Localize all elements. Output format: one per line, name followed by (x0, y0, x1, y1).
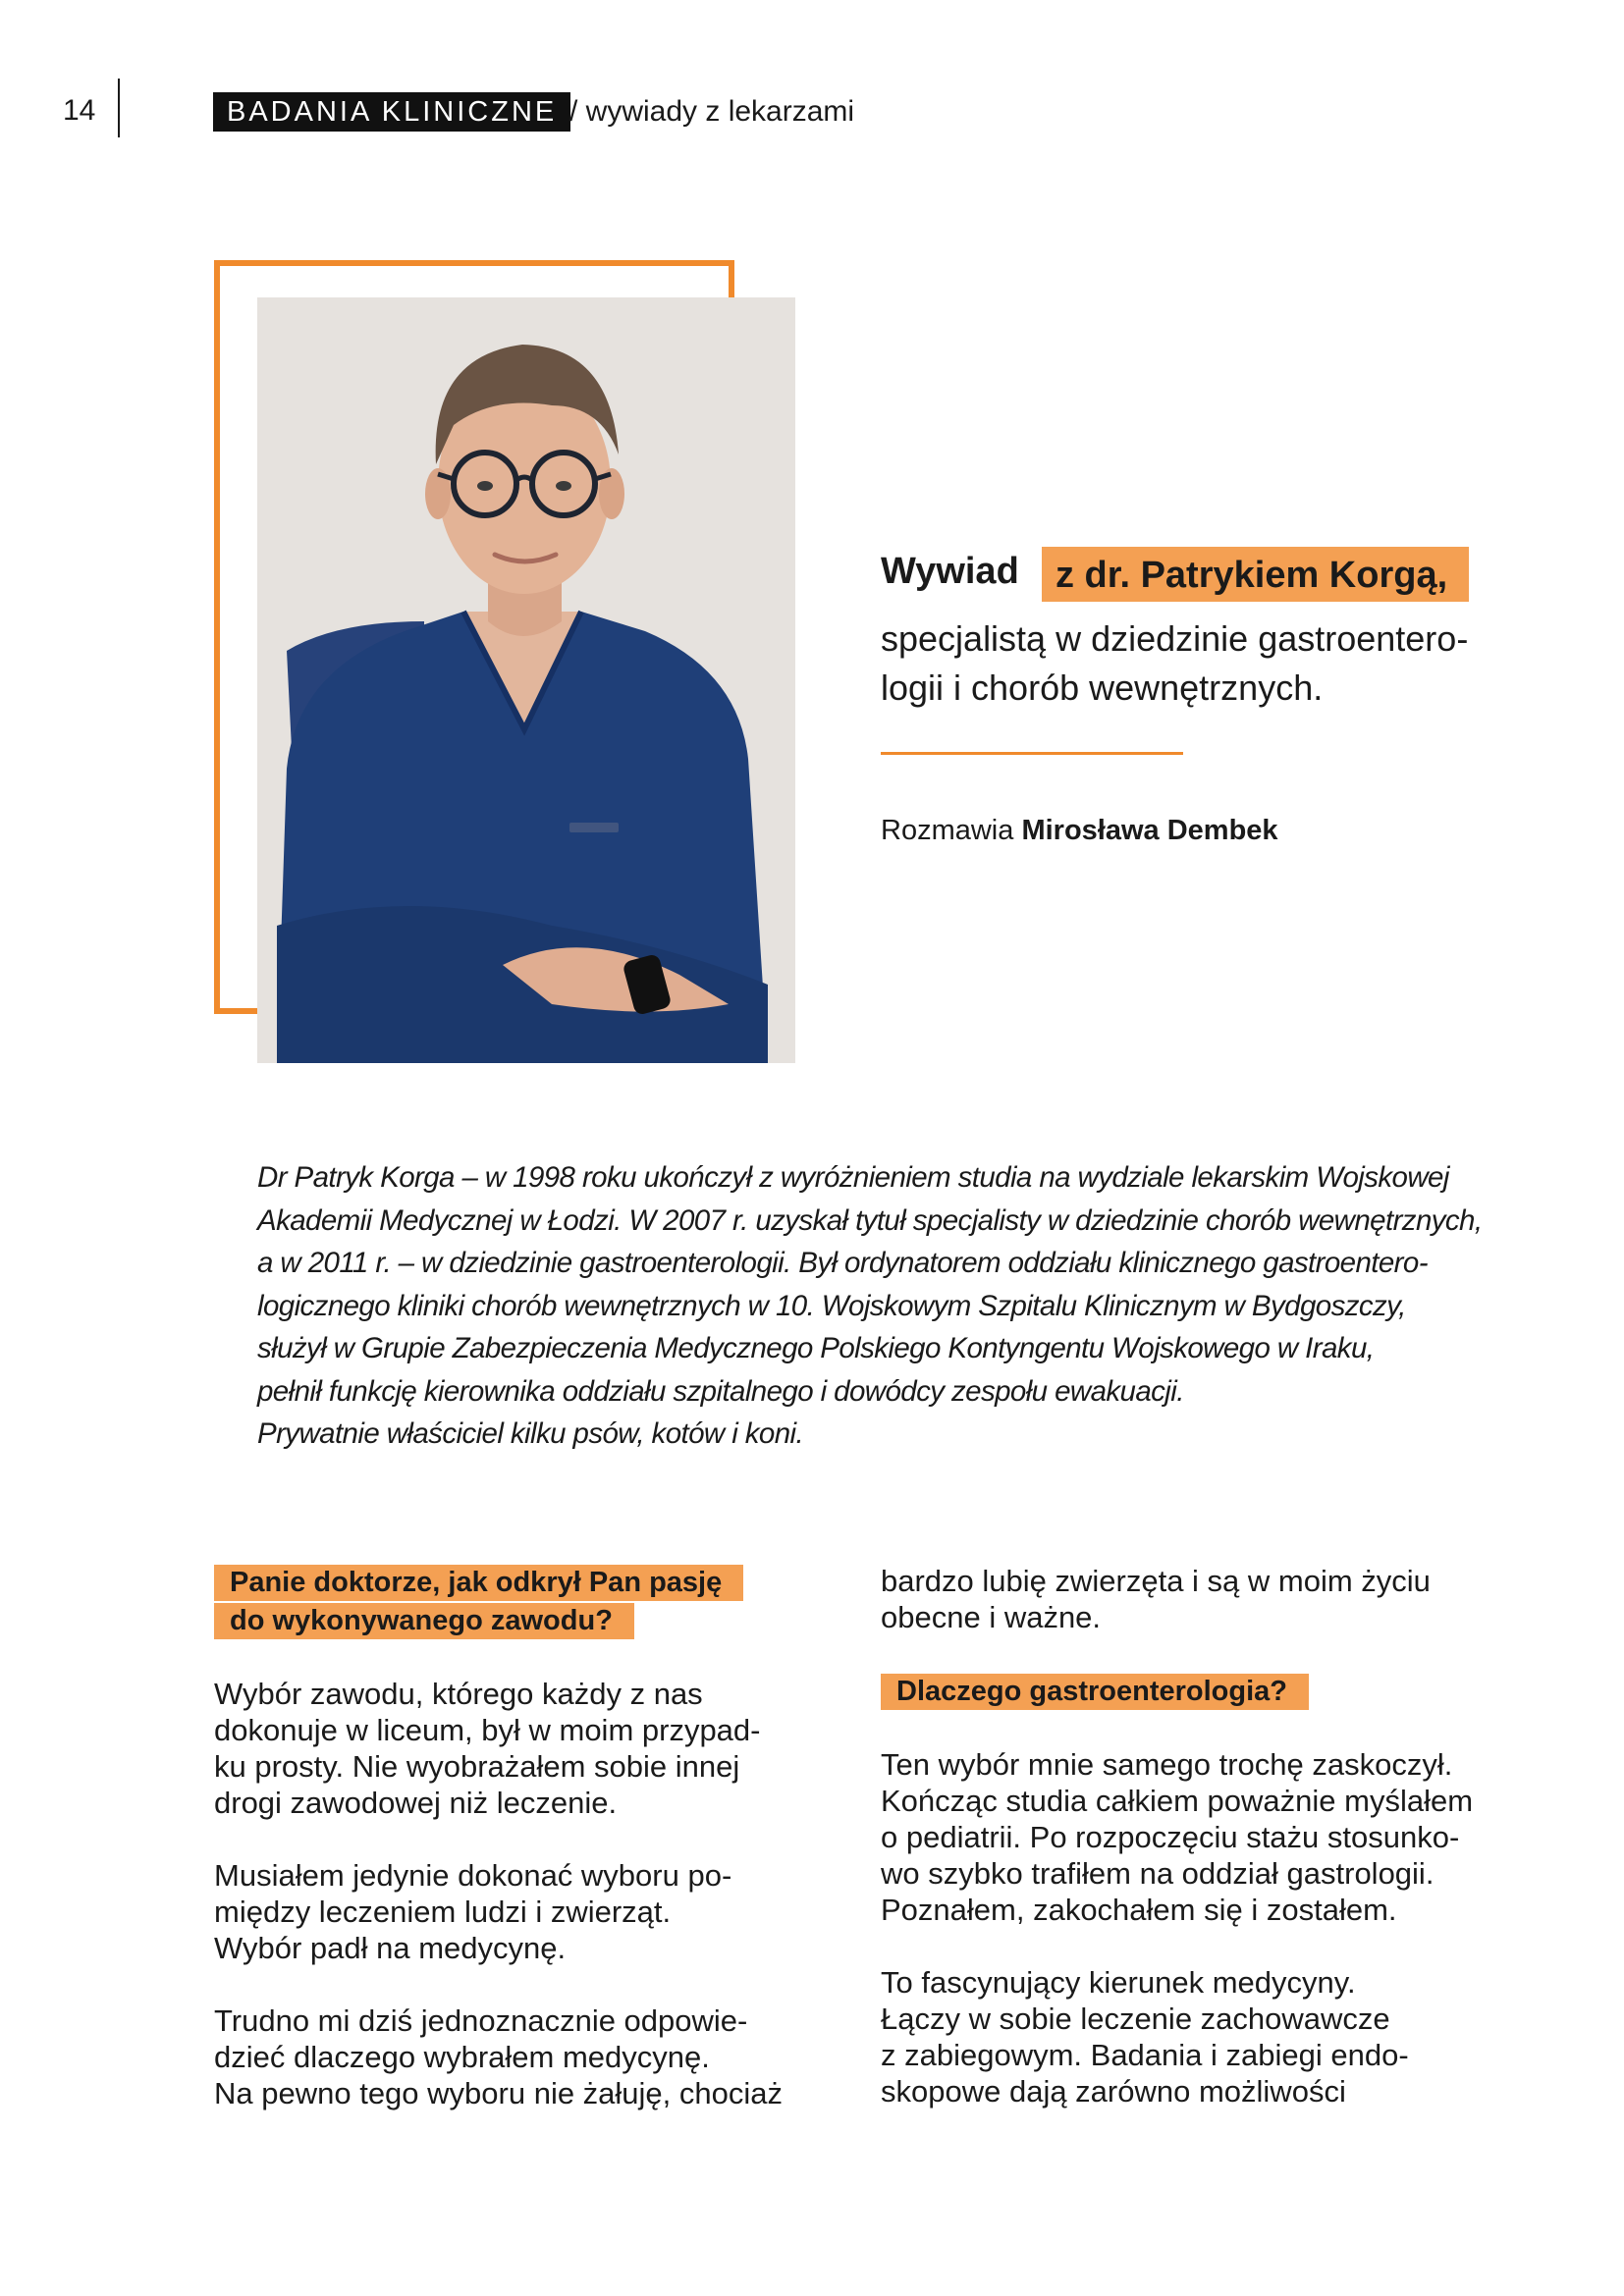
interview-title-highlight: z dr. Patrykiem Korgą, (1042, 547, 1469, 602)
interview-description (881, 614, 1548, 713)
text-line: Poznałem, zakochałem się i zostałem. (881, 1893, 1397, 1927)
paragraph (214, 2002, 803, 2111)
paragraph (881, 1563, 1509, 1635)
title-divider (881, 752, 1183, 755)
text-line: dzieć dlaczego wybrałem medycynę. (214, 2040, 710, 2074)
text-line: obecne i ważne. (881, 1600, 1102, 1634)
bio-line: służył w Grupie Zabezpieczenia Medycznego Polskiego Kontyngentu Wojskowego w Iraku, (257, 1332, 1375, 1364)
left-column (214, 1563, 803, 2111)
text-line: z zabiegowym. Badania i zabiegi endo- (881, 2038, 1409, 2072)
text-line: Wybór padł na medycynę. (214, 1931, 567, 1965)
section-tag: BADANIA KLINICZNE (213, 92, 570, 132)
doctor-bio (257, 1156, 1534, 1456)
text-line: Ten wybór mnie samego trochę zaskoczył. (881, 1747, 1453, 1782)
text-line: dokonuje w liceum, był w moim przypad- (214, 1713, 761, 1747)
bio-line: Akademii Medycznej w Łodzi. W 2007 r. uzyskał tytuł specjalisty w dziedzinie chorób wewnętrznych, (257, 1203, 1483, 1237)
byline-name: Mirosława Dembek (1021, 815, 1278, 846)
text-line: wo szybko trafiłem na oddział gastrologii. (881, 1856, 1435, 1891)
description-line: logii i chorób wewnętrznych. (881, 667, 1324, 708)
text-line: Łączy w sobie leczenie zachowawcze (881, 2002, 1390, 2036)
question-heading: do wykonywanego zawodu? (214, 1603, 634, 1639)
text-line: między leczeniem ludzi i zwierząt. (214, 1895, 672, 1929)
byline-label: Rozmawia (881, 815, 1014, 846)
text-line: Wybór zawodu, którego każdy z nas (214, 1677, 703, 1711)
question-heading: Panie doktorze, jak odkrył Pan pasję (214, 1565, 743, 1601)
bio-line: pełnił funkcję kierownika oddziału szpitalnego i dowódcy zespołu ewakuacji. (257, 1374, 1184, 1408)
text-line: skopowe dają zarówno możliwości (881, 2074, 1346, 2109)
section-subtitle: / wywiady z lekarzami (569, 95, 855, 128)
text-line: Kończąc studia całkiem poważnie myślałem (881, 1784, 1474, 1818)
paragraph (881, 1746, 1509, 1928)
page-number: 14 (63, 94, 96, 127)
bio-line: Prywatnie właściciel kilku psów, kotów i koni. (257, 1417, 804, 1450)
text-line: bardzo lubię zwierzęta i są w moim życiu (881, 1564, 1431, 1598)
interview-title-prefix: Wywiad (881, 551, 1019, 592)
paragraph (214, 1857, 803, 1966)
bio-line: Dr Patryk Korga – w 1998 roku ukończył z wyróżnieniem studia na wydziale lekarskim Wojskowej (257, 1161, 1449, 1194)
paragraph (881, 1964, 1509, 2109)
doctor-portrait (257, 297, 795, 1063)
question-heading: Dlaczego gastroenterologia? (881, 1674, 1309, 1710)
text-line: Trudno mi dziś jednoznacznie odpowie- (214, 2003, 748, 2038)
bio-line: a w 2011 r. – w dziedzinie gastroenterologii. Był ordynatorem oddziału klinicznego gastroentero- (257, 1247, 1428, 1279)
paragraph (214, 1676, 803, 1821)
right-column (881, 1563, 1509, 2109)
text-line: Musiałem jedynie dokonać wyboru po- (214, 1858, 732, 1893)
byline (881, 815, 1278, 847)
text-line: Na pewno tego wyboru nie żałuję, chociaż (214, 2076, 784, 2110)
bio-line: logicznego kliniki chorób wewnętrznych w 10. Wojskowym Szpitalu Klinicznym w Bydgoszczy, (257, 1289, 1406, 1322)
text-line: o pediatrii. Po rozpoczęciu stażu stosunko- (881, 1820, 1460, 1854)
text-line: To fascynujący kierunek medycyny. (881, 1965, 1356, 2000)
text-line: ku prosty. Nie wyobrażałem sobie innej (214, 1749, 740, 1784)
header-divider (118, 79, 120, 137)
description-line: specjalistą w dziedzinie gastroentero- (881, 618, 1469, 659)
text-line: drogi zawodowej niż leczenie. (214, 1786, 618, 1820)
